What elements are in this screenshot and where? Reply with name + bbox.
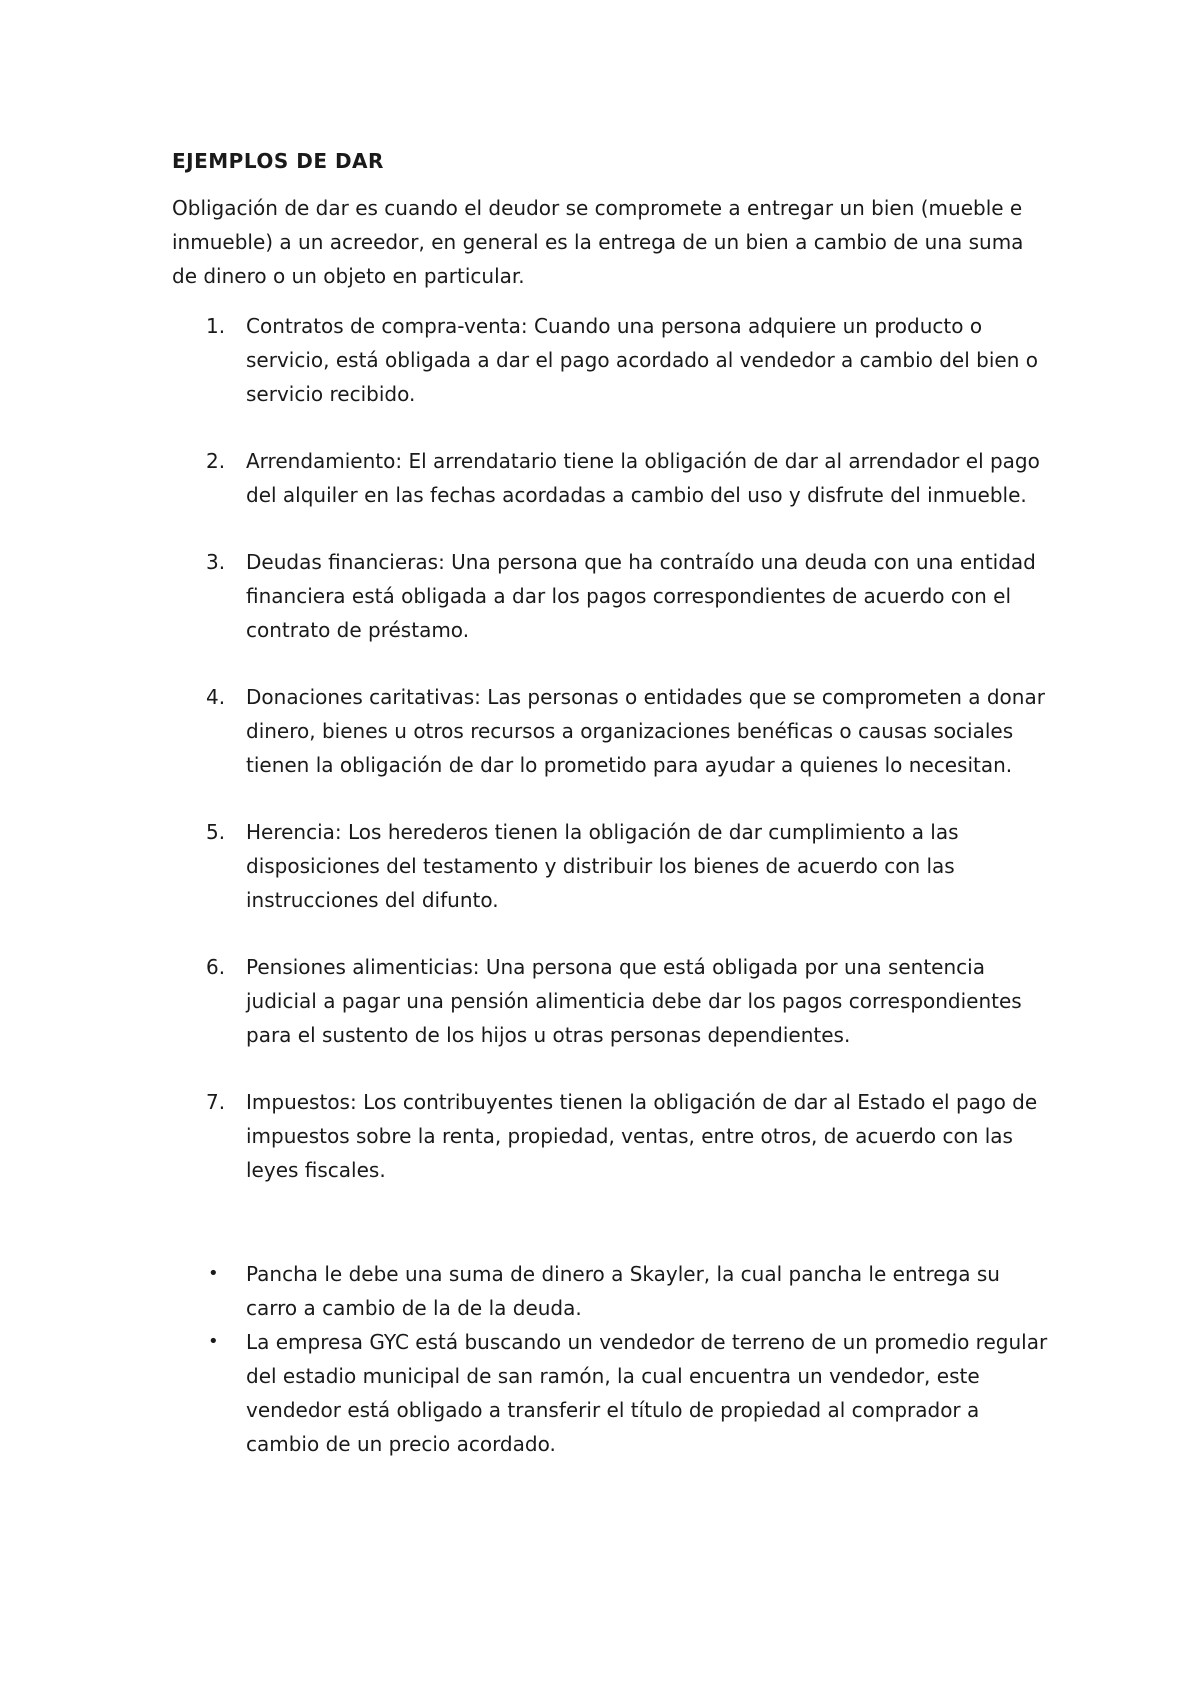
list-number: 4. (206, 685, 226, 709)
list-item (172, 444, 1052, 512)
list-item (172, 950, 1052, 1052)
list-number: 5. (206, 820, 226, 844)
list-item-text: Arrendamiento: El arrendatario tiene la obligación de dar al arrendador el pago del alquiler en las fechas acordadas a cambio del uso y disfrute del inmueble. (246, 449, 1040, 507)
bullet-item (172, 1325, 1052, 1461)
list-item-text: Deudas financieras: Una persona que ha contraído una deuda con una entidad financiera está obligada a dar los pagos correspondientes de acuerdo con el contrato de préstamo. (246, 550, 1036, 642)
list-item-text: Contratos de compra-venta: Cuando una persona adquiere un producto o servicio, está obligada a dar el pago acordado al vendedor a cambio del bien o servicio recibido. (246, 314, 1038, 406)
list-number: 3. (206, 550, 226, 574)
bullet-icon: • (208, 1331, 219, 1352)
bullet-item-text: Pancha le debe una suma de dinero a Skayler, la cual pancha le entrega su carro a cambio de la de la deuda. (246, 1262, 1000, 1320)
bullet-list (172, 1257, 1052, 1461)
list-item (172, 680, 1052, 782)
numbered-list (172, 309, 1052, 1187)
list-item (172, 1085, 1052, 1187)
list-number: 1. (206, 314, 226, 338)
bullet-item-text: La empresa GYC está buscando un vendedor de terreno de un promedio regular del estadio municipal de san ramón, la cual encuentra un vendedor, este vendedor está obligado a transferir el título de propiedad al comprador a cambio de un precio acordado. (246, 1330, 1048, 1456)
intro-paragraph: Obligación de dar es cuando el deudor se compromete a entregar un bien (mueble e inmueble) a un acreedor, en general es la entrega de un bien a cambio de una suma de dinero o un objeto en particular. (172, 196, 1024, 288)
list-item (172, 545, 1052, 647)
bullet-icon: • (208, 1263, 219, 1284)
list-number: 2. (206, 449, 226, 473)
list-item (172, 309, 1052, 411)
bullet-item (172, 1257, 1052, 1325)
list-item-text: Herencia: Los herederos tienen la obligación de dar cumplimiento a las disposiciones del testamento y distribuir los bienes de acuerdo con las instrucciones del difunto. (246, 820, 959, 912)
list-item-text: Pensiones alimenticias: Una persona que está obligada por una sentencia judicial a pagar una pensión alimenticia debe dar los pagos correspondientes para el sustento de los hijos u otras personas dependientes. (246, 955, 1022, 1047)
document-page (172, 146, 1052, 1461)
document-title: EJEMPLOS DE DAR (172, 149, 384, 173)
list-item-text: Donaciones caritativas: Las personas o entidades que se comprometen a donar dinero, bienes u otros recursos a organizaciones benéficas o causas sociales tienen la obligación de dar lo prometido para ayudar a quienes lo necesitan. (246, 685, 1045, 777)
list-number: 6. (206, 955, 226, 979)
list-item (172, 815, 1052, 917)
list-item-text: Impuestos: Los contribuyentes tienen la obligación de dar al Estado el pago de impuestos sobre la renta, propiedad, ventas, entre otros, de acuerdo con las leyes fiscales. (246, 1090, 1038, 1182)
list-number: 7. (206, 1090, 226, 1114)
